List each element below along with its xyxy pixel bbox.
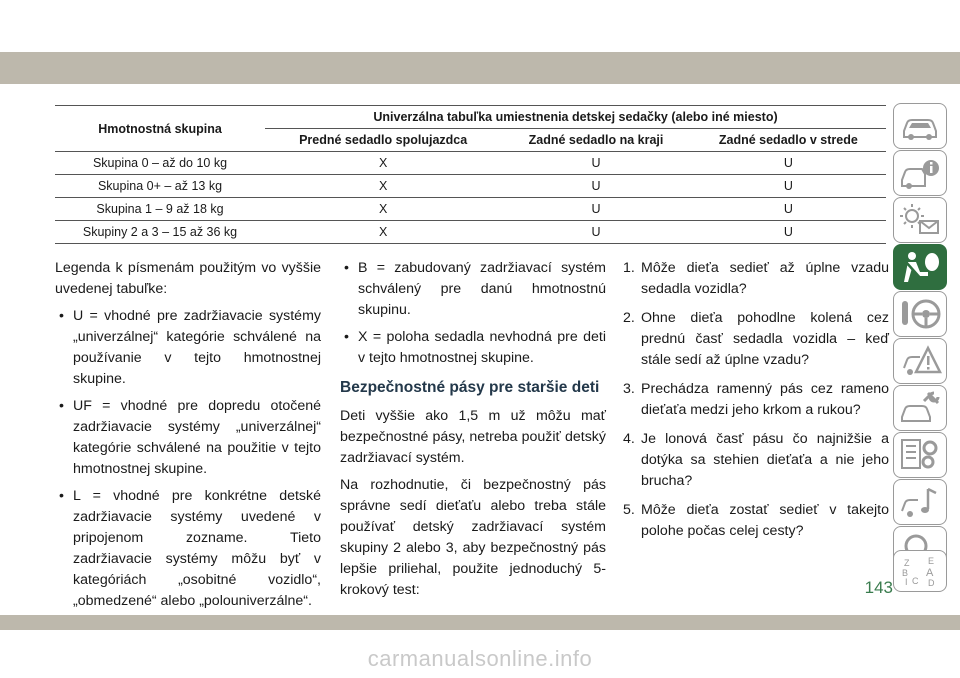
weight-group-cell: Skupiny 2 a 3 – 15 až 36 kg — [55, 221, 265, 244]
table-cell: X — [265, 175, 501, 198]
table-cell: U — [501, 221, 690, 244]
table-row — [55, 198, 886, 221]
car-info-icon — [898, 154, 942, 192]
index-letter: I — [905, 577, 908, 587]
step-item — [623, 308, 889, 371]
index-letter: C — [912, 576, 919, 586]
table-row — [55, 175, 886, 198]
footer-band — [0, 615, 960, 630]
step-number: 4. — [623, 431, 635, 447]
header-band — [0, 52, 960, 84]
table-cell: U — [501, 152, 690, 175]
table-cell: X — [265, 152, 501, 175]
legend-item — [55, 306, 321, 390]
section-paragraph: Na rozhodnutie, či bezpečnostný pás správne sedí dieťaťu alebo treba stále používať detský zadržiavací systém skupiny 2 alebo 3, aby bezpečnostný pás lepšie priliehal, použite jednoduchý 5-krokový test: — [340, 477, 606, 598]
bullet-marker: • — [59, 488, 64, 504]
steps-column — [623, 258, 889, 550]
weight-group-cell: Skupina 0 – až do 10 kg — [55, 152, 265, 175]
section-paragraph: Deti vyššie ako 1,5 m už môžu mať bezpečnostné pásy, netreba použiť detský zadržiavací systém. — [340, 408, 606, 466]
step-number: 1. — [623, 260, 635, 276]
legend-intro: Legenda k písmenám použitým vo vyššie uvedenej tabuľke: — [55, 260, 321, 297]
tab-lights-message[interactable] — [893, 197, 947, 243]
tab-car[interactable] — [893, 103, 947, 149]
step-text: Je lonová časť pásu čo najnižšie a dotýka sa stehien dieťaťa a nie jeho brucha? — [641, 431, 889, 489]
lights-message-icon — [898, 201, 942, 239]
music-icon — [898, 483, 942, 521]
index-letter: E — [928, 556, 935, 566]
legend-item-text: X = poloha sedadla nevhodná pre deti v tejto hmotnostnej skupine. — [358, 329, 606, 366]
weight-group-header: Hmotnostná skupina — [55, 106, 265, 152]
car-wrench-icon — [898, 389, 942, 427]
legend-item-text: B = zabudovaný zadržiavací systém schválený pre danú hmotnostnú skupinu. — [358, 260, 606, 318]
index-letter: D — [928, 578, 935, 588]
warning-triangle-icon — [898, 342, 942, 380]
bullet-marker: • — [59, 308, 64, 324]
index-letter: Z — [904, 558, 910, 568]
tab-alphabet-index[interactable] — [893, 550, 947, 592]
legend-column — [55, 258, 321, 618]
step-text: Ohne dieťa pohodlne kolená cez prednú časť sedadla vozidla – keď stále sedí až úplne vzadu? — [641, 310, 889, 368]
page-number: 143 — [864, 578, 893, 597]
column-header: Predné sedadlo spolujazdca — [265, 129, 501, 152]
step-number: 5. — [623, 502, 635, 518]
tab-child-seat-airbag[interactable] — [893, 244, 947, 290]
middle-column — [340, 258, 606, 607]
legend-item-text: UF = vhodné pre dopredu otočené zadržiavacie systémy „univerzálnej“ kategórie schválené na použitie v tejto hmotnostnej skupine. — [73, 398, 321, 477]
step-item — [623, 429, 889, 492]
legend-item-text: U = vhodné pre zadržiavacie systémy „univerzálnej“ kategórie schválené na používanie v tejto hmotnostnej skupine. — [73, 308, 321, 387]
car-icon — [898, 107, 942, 145]
legend-item — [340, 258, 606, 321]
tab-settings-list[interactable] — [893, 432, 947, 478]
tab-steering-wheel[interactable] — [893, 291, 947, 337]
column-header: Zadné sedadlo na kraji — [501, 129, 690, 152]
step-text: Môže dieťa zostať sedieť v takejto polohe počas celej cesty? — [641, 502, 889, 539]
watermark: carmanualsonline.info — [367, 646, 593, 671]
legend-item-text: L = vhodné pre konkrétne detské zadržiavacie systémy uvedené v pripojenom zozname. Tieto zadržiavacie systémy môžu byť v kategóriách „osobitné vozidlo“, „obmedzené“ alebo „polouniverzálne“. — [73, 488, 321, 609]
table-cell: X — [265, 221, 501, 244]
bullet-marker: • — [344, 260, 349, 276]
step-item — [623, 379, 889, 421]
table-row — [55, 221, 886, 244]
legend-item — [340, 327, 606, 369]
table-row — [55, 152, 886, 175]
tab-car-info[interactable] — [893, 150, 947, 196]
legend-item — [55, 396, 321, 480]
tab-music[interactable] — [893, 479, 947, 525]
section-heading: Bezpečnostné pásy pre staršie deti — [340, 379, 600, 396]
table-cell: U — [501, 198, 690, 221]
steering-wheel-icon — [898, 295, 942, 333]
tab-car-wrench[interactable] — [893, 385, 947, 431]
alphabet-index-icon — [898, 554, 942, 588]
index-letter: B — [902, 568, 909, 578]
child-seat-airbag-icon — [898, 248, 942, 286]
bullet-marker: • — [59, 398, 64, 414]
step-text: Prechádza ramenný pás cez rameno dieťaťa medzi jeho krkom a rukou? — [641, 381, 889, 418]
bullet-marker: • — [344, 329, 349, 345]
legend-item — [55, 486, 321, 612]
table-cell: U — [691, 198, 886, 221]
weight-group-cell: Skupina 0+ – až 13 kg — [55, 175, 265, 198]
step-item — [623, 258, 889, 300]
tab-warning[interactable] — [893, 338, 947, 384]
top-margin — [0, 0, 960, 52]
table-cell: U — [691, 175, 886, 198]
settings-list-icon — [898, 436, 942, 474]
column-header: Zadné sedadlo v strede — [691, 129, 886, 152]
universal-table-header: Univerzálna tabuľka umiestnenia detskej sedačky (alebo iné miesto) — [265, 106, 886, 129]
table-cell: U — [501, 175, 690, 198]
table-cell: U — [691, 152, 886, 175]
step-text: Môže dieťa sedieť až úplne vzadu sedadla vozidla? — [641, 260, 889, 297]
table-cell: X — [265, 198, 501, 221]
step-item — [623, 500, 889, 542]
table-cell: U — [691, 221, 886, 244]
step-number: 2. — [623, 310, 635, 326]
weight-group-cell: Skupina 1 – 9 až 18 kg — [55, 198, 265, 221]
index-letter: A — [926, 567, 934, 579]
step-number: 3. — [623, 381, 635, 397]
child-seat-table — [55, 105, 886, 244]
